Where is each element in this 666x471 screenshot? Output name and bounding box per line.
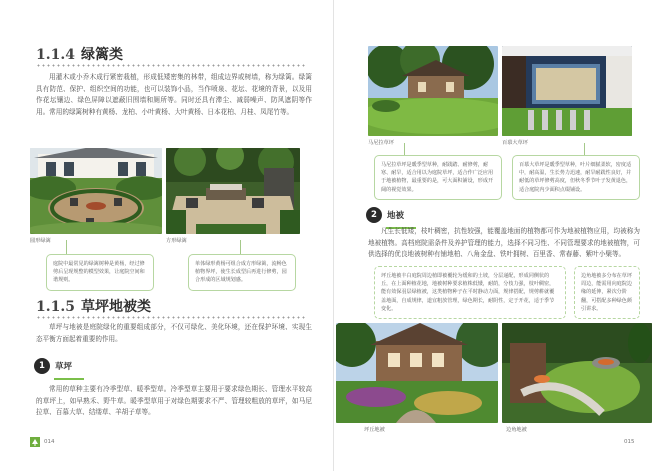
note-connector: [404, 143, 405, 155]
subheading-label: 地被: [387, 211, 405, 221]
note-manila: 马尼拉草坪是暖季型草种，耐践踏、耐修剪，耐寒、耐旱，适合用以为庭院草坪，适合作广泛应用于地被植物，最重要的是，可大面积铺设，形成开阔的视觉效果。: [374, 155, 502, 200]
note-bermuda: 百慕大草坪是暖季型草种，叶片细腻柔软，密度适中，耐高温，生长势力迅速，耐旱耐践性良好，并耐低的草坪修剪高度，但秋冬季节叶子发黄退色，适合庭院内少面积点缀铺设。: [512, 155, 640, 200]
photo-square-hedge: [166, 148, 300, 234]
note-connector: [240, 240, 241, 254]
tree-logo-icon: [30, 437, 40, 447]
page-number: 015: [624, 439, 635, 445]
section-heading-hedge: [36, 44, 123, 64]
photo-round-hedge: [30, 148, 162, 234]
photo-bermuda-lawn-caption: 百慕大草坪: [502, 140, 528, 146]
heading-divider: [36, 316, 306, 319]
note-boxwood: 庭院中最常见的绿篱树种是黄杨，经过修剪后呈现规整的模型效果，让庭院空间和谐规则。: [46, 254, 154, 291]
page-number: 014: [44, 439, 55, 445]
note-connector: [584, 143, 585, 155]
note-square-hedge: 单体绿形黄杨可组合成方形绿篱，流畅色植物界坪，使生长成型后再进行修剪，园合形成的区域规划感。: [188, 254, 296, 291]
photo-bermuda-lawn: [502, 46, 632, 136]
footer-left: [30, 437, 55, 447]
note-slope-cover: 坪丘地被丰白庭院周边植即被覆轮为缓和的土坡，分层递配，形成同侧状的丘，在上面种植花地，地被树种要求植株低矮，耐荫，分枝力强，枝叶稠密，能有效保羽层绿植被，这类植物种子在平时静动力面，规律搭配，规剪耕就覆盖地面，自成规律，道宜粗放管理，绿色期长，耐阴性，定于开花，适于季节变化。: [374, 266, 566, 319]
hedge-body-text: 用灌木或小乔木成行紧密栽植，形成低矮密集的林带，组成边界或树墙，称为绿篱。绿篱具有防范、保护、组织空间的功能，也可以装饰小品，当作喷泉、花坛、花境的背景，以及用作花坛镶边、绿色屏障以遮蔽旧围墙和厕所等。同时还具有滞尘、减弱噪声、防风遮阴等作用。常用的绿篱树种有黄杨、龙柏、小叶黄杨、大叶黄杨、日本花柏、月桂、凤尾竹等。: [36, 73, 312, 116]
subheading-lawn: [34, 358, 72, 374]
heading-divider: [36, 64, 306, 67]
subheading-label: 草坪: [55, 362, 73, 372]
section-heading-lawn: [36, 296, 151, 316]
subheading-number-badge: 2: [366, 207, 382, 223]
right-page: [333, 0, 666, 471]
lawn-body-text: 草坪与地被是庭院绿化的重要组成部分，不仅可绿化、美化环境，还在保护环境、实现生态平衡方面起着重要的作用。: [36, 323, 312, 343]
lawn-grass-text: 常用的草种主要有冷季型草、暖季型草。冷季型草主要用于要求绿色期长、管理水平较高的草坪上，如早熟禾、野牛草。暖季型草用于对绿色期要求不严、管理较粗放的草坪，如马尼拉草、百慕大草、结缕草、羊胡子草等。: [36, 385, 312, 416]
section-number: 1.1.5: [36, 299, 75, 315]
subheading-ground-cover: [366, 207, 404, 223]
photo-round-hedge-caption: 圆形绿篱: [30, 238, 51, 244]
note-connector: [66, 240, 67, 254]
photo-manila-lawn: [368, 46, 498, 136]
section-title: 草坪地被类: [80, 299, 151, 315]
subheading-number-badge: 1: [34, 358, 50, 374]
note-corner-cover: 边角地被多分布在草坪周边，能需用向庭院边缘的延伸，紧次分阶翻，可搭配多种绿色颜引讲求。: [574, 266, 640, 319]
section-number: 1.1.4: [36, 47, 75, 63]
photo-manila-lawn-caption: 马尼拉草坪: [368, 140, 394, 146]
photo-slope-ground-cover: [336, 323, 498, 423]
photo-corner-caption: 边角地被: [506, 427, 527, 433]
photo-square-hedge-caption: 方形绿篱: [166, 238, 187, 244]
subheading-underline: [54, 378, 84, 380]
photo-corner-ground-cover: [502, 323, 652, 423]
ground-cover-text: 凡生长低矮，枝叶稠密，抗性较强，能覆盖地面的植物都可作为地被植物应用，均被称为地被植物。高档庭院需条件及养护管理的能力，选择不同习性、不同管理要求的地被植物，可供选择的优良地被树种有铺地柏、八角金盘、铁叶拥树、百里香、常春藤、紫叶小檗等。: [368, 227, 640, 258]
photo-slope-caption: 坪丘地被: [364, 427, 385, 433]
section-title: 绿篱类: [80, 47, 123, 63]
